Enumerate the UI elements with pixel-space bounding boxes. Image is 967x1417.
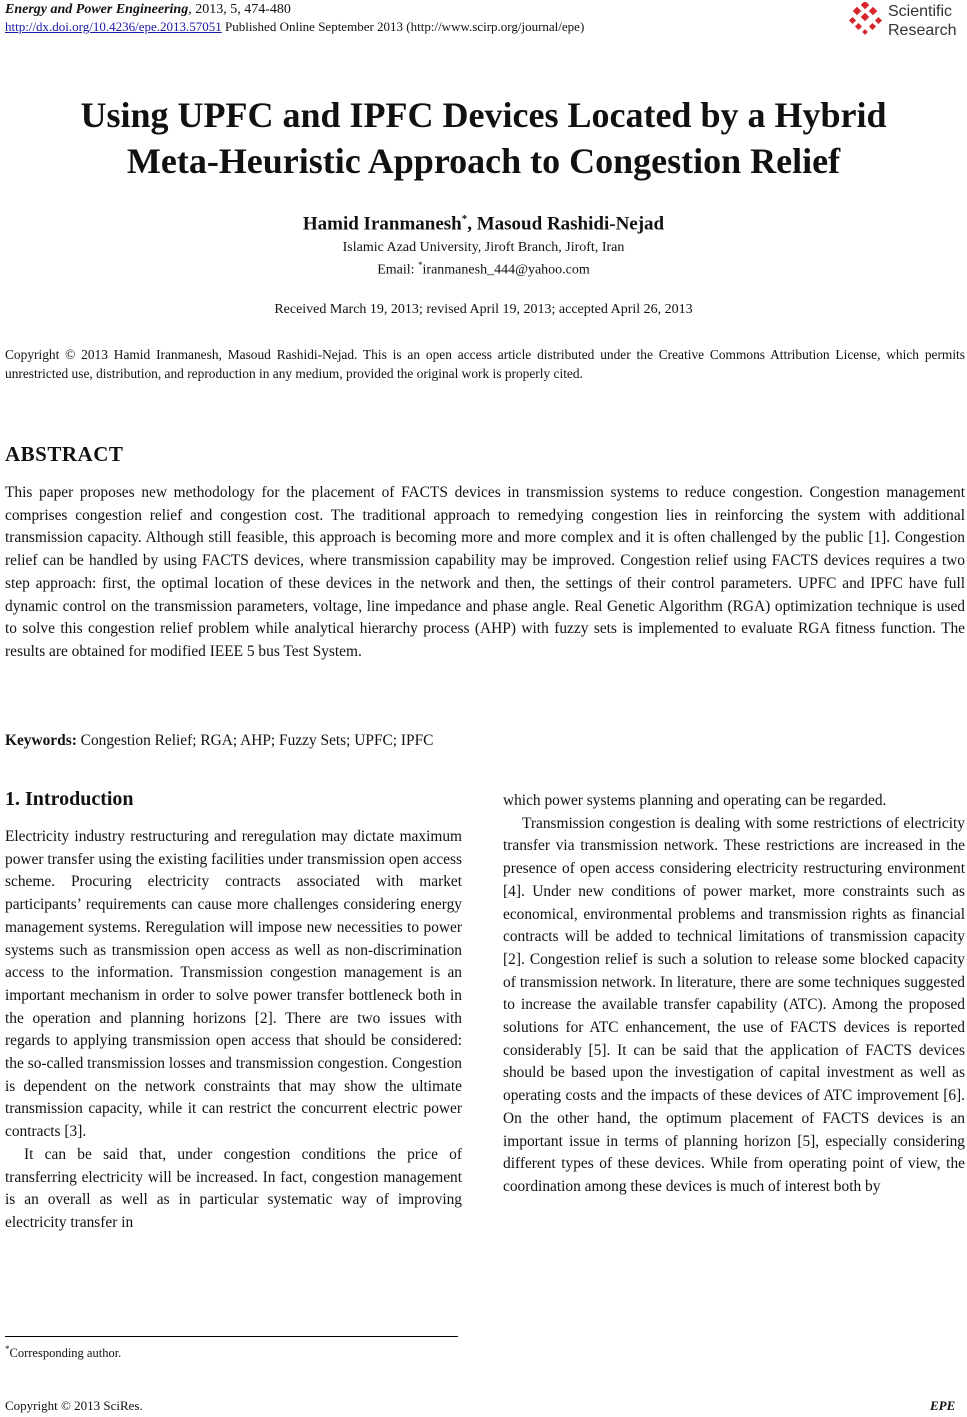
- paragraph: It can be said that, under congestion conditions the price of transferring electricity will be increased. In fact, congestion management is an overall as well as in particular systematic way of improving electricity transfer in: [5, 1145, 462, 1231]
- footnote-text: Corresponding author.: [9, 1346, 122, 1361]
- footnote-star: *: [5, 1344, 10, 1354]
- email-label: Email:: [377, 262, 419, 278]
- email-address: iranmanesh_444@yahoo.com: [422, 262, 590, 278]
- footnote: [5, 1344, 121, 1361]
- column-left: [5, 826, 462, 1235]
- logo-mark-icon: [848, 2, 886, 42]
- doi-line: [5, 19, 584, 35]
- authors: [0, 213, 967, 235]
- paragraph: Transmission congestion is dealing with some restrictions of electricity transfer via transmission network. These restrictions are increased in the presence of open access considering electricity restructuring environment [4]. Under new conditions of power market, more constraints such as economical, environmental problems and transmission rights as financial contracts will be added to technical limitations of transmission capacity [2]. Congestion relief is such a solution to release some blocked capacity of transmission network. In literature, there are some techniques suggested to increase the available transfer capability (ATC). Among the proposed solutions for ATC enhancement, the use of FACTS devices is reported considerably [5]. It can be said that the application of FACTS devices should be based upon the investigation of capital investment as well as operating costs and the impacts of these devices of ATC improvement [6]. On the other hand, the optimum placement of FACTS devices is an important issue in terms of planning horizon [5], especially considering different types of these devices. While from operating point of view, the coordination among these devices is much of interest both by: [503, 814, 965, 1195]
- received-dates: Received March 19, 2013; revised April 19, 2013; accepted April 26, 2013: [274, 302, 693, 317]
- author-2: , Masoud Rashidi-Nejad: [467, 213, 665, 235]
- journal-volume: , 2013, 5, 474-480: [188, 2, 291, 17]
- abstract-text: This paper proposes new methodology for the placement of FACTS devices in transmission systems to reduce congestion. Congestion management comprises congestion relief and congestion cost. The traditional approach to remedying congestion lies in reinforcing the system with additional transmission capacity. Although still feasible, this approach is becoming more and more complex and it is often challenged by the public [1]. Congestion relief can be handled by using FACTS devices, where transmission capability may be improved. Congestion relief using FACTS devices requires a two step approach: first, the optimal location of these devices in the network and then, the settings of their control parameters. UPFC and IPFC have full dynamic control on the transmission parameters, voltage, line impedance and phase angle. Real Genetic Algorithm (RGA) optimization technique is used to solve this congestion relief problem while analytical hierarchy process (AHP) with fuzzy sets is implemented to evaluate RGA fitness function. The results are obtained for modified IEEE 5 bus Test System.: [5, 484, 965, 660]
- title-line-1: Using UPFC and IPFC Devices Located by a Hybrid: [80, 95, 887, 135]
- footnote-rule: [5, 1336, 458, 1337]
- author-star: *: [461, 213, 468, 225]
- author-1: Hamid Iranmanesh: [302, 213, 462, 235]
- keywords-label: Keywords:: [5, 732, 77, 749]
- logo-line-1: Scientific: [888, 3, 953, 20]
- title-line-2: Meta-Heuristic Approach to Congestion Relief: [126, 141, 841, 181]
- section-heading-introduction: 1. Introduction: [5, 788, 134, 810]
- email-star: *: [418, 260, 423, 270]
- paragraph: Electricity industry restructuring and reregulation may dictate maximum power transfer using the existing facilities under transmission open access scheme. Procuring electricity contracts associated with market participants’ requirements can cause more challenges considering energy management systems. Reregulation will impose new necessities to power systems such as transmission open access as well as non-discrimination access to the information. Transmission congestion management is an important mechanism in order to solve power transfer bottleneck both in the operation and planning horizons [2]. There are two issues with regards to applying transmission open access that should be considered: the so-called transmission losses and transmission congestion. Congestion is dependent on the network constraints that may show the ultimate transmission capacity, while it can restrict the concurrent electric power contracts [3].: [5, 828, 462, 1141]
- logo-line-2: Research: [888, 22, 957, 39]
- paragraph: which power systems planning and operating can be regarded.: [503, 792, 887, 809]
- journal-header: [5, 2, 291, 18]
- publisher-logo: [848, 2, 966, 42]
- abstract-heading: ABSTRACT: [5, 442, 124, 466]
- keywords-list: Congestion Relief; RGA; AHP; Fuzzy Sets; UPFC; IPFC: [76, 732, 434, 749]
- email-line: [0, 260, 967, 279]
- footer-copyright: Copyright © 2013 SciRes.: [5, 1398, 143, 1413]
- keywords-line: [5, 732, 433, 750]
- journal-name: Energy and Power Engineering: [5, 2, 189, 17]
- paper-title: [0, 92, 967, 184]
- column-right: [503, 790, 965, 1199]
- doi-link[interactable]: http://dx.doi.org/10.4236/epe.2013.57051: [5, 19, 222, 34]
- published-online: Published Online September 2013 (http://www.scirp.org/journal/epe): [221, 19, 585, 34]
- footer-journal-abbrev: EPE: [930, 1398, 956, 1413]
- copyright-notice: Copyright © 2013 Hamid Iranmanesh, Masoud Rashidi-Nejad. This is an open access article distributed under the Creative Commons Attribution License, which permits unrestricted use, distribution, and reproduction in any medium, provided the original work is properly cited.: [5, 347, 965, 381]
- affiliation: Islamic Azad University, Jiroft Branch, Jiroft, Iran: [342, 240, 625, 255]
